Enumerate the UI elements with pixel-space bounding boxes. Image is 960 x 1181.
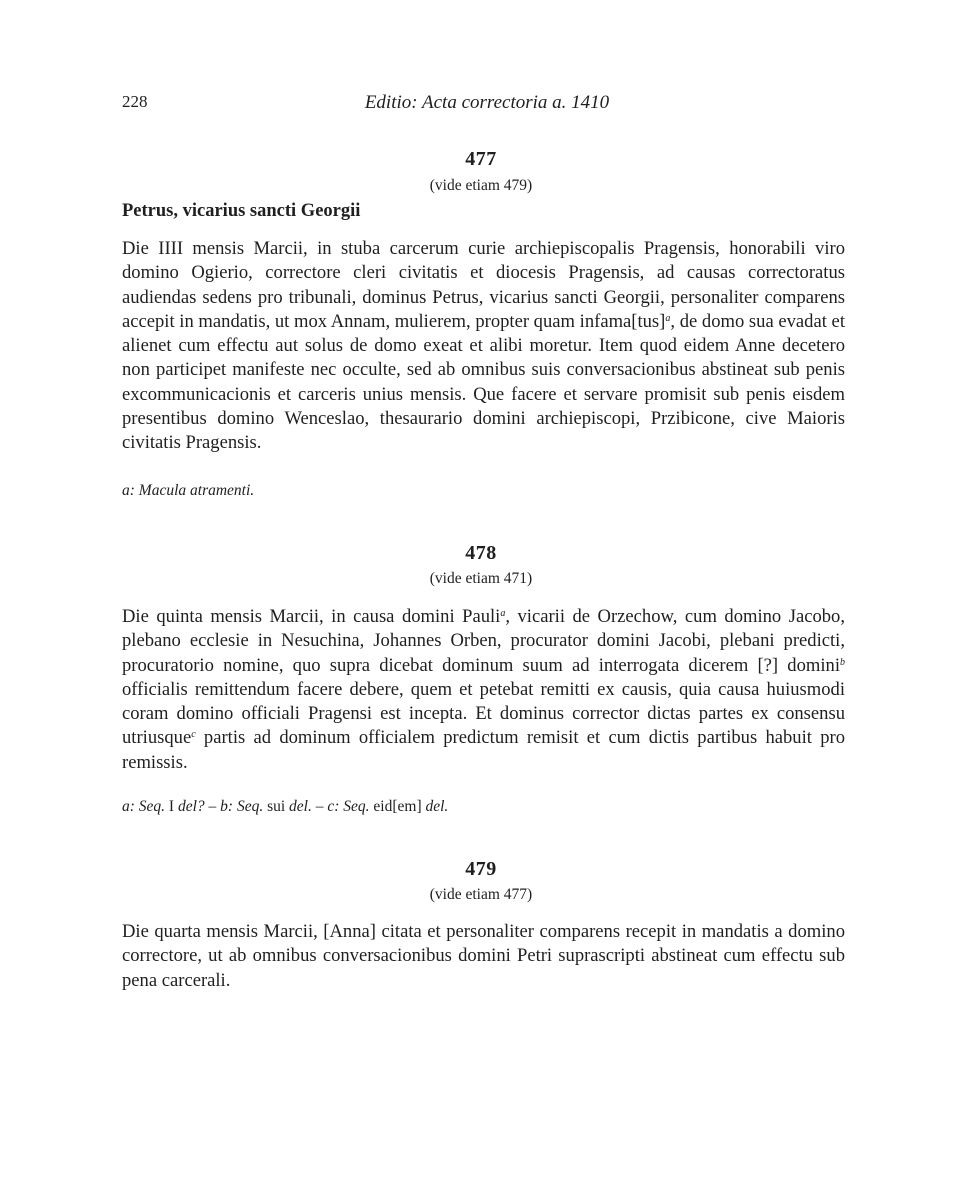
- entry-text-477-part2: , de domo sua evadat et alienet cum effectu aut solus de domo exeat et alibi moretur. Item quod eidem Anne decetero non participet manifeste nec occulte, sed ab omnibus suis conversacionibus abstineat sub penis excommunicacionis et carceris unius mensis. Que facere et servare promisit sub penis eisdem presentibus domino Wenceslao, thesaurario domini archiepiscopi, Przibicone, cive Maioris civitatis Pragensis.: [122, 310, 845, 454]
- footnote-478-a-label: a: Seq.: [122, 798, 166, 815]
- entry-text-478-part4: partis ad dominum officialem predictum remisit et cum dictis partibus habuit pro remissis.: [122, 727, 845, 773]
- entry-text-478: [122, 605, 845, 775]
- entry-vide-478: (vide etiam 471): [429, 570, 533, 587]
- footnote-marker-a: a: [665, 312, 671, 324]
- footnote-478-a-note: del? – b: Seq.: [177, 798, 264, 815]
- footnote-478-b-text: sui: [263, 798, 290, 815]
- footnote-477: a: Macula atramenti.: [122, 482, 255, 499]
- footnote-478-b-note: del. – c: Seq.: [289, 798, 370, 815]
- entry-vide-479: (vide etiam 477): [429, 886, 533, 903]
- footnote-marker-b: b: [840, 656, 845, 668]
- entry-text-477-part1: Die IIII mensis Marcii, in stuba carcerum curie archiepiscopalis Pragensis, honorabili viro domino Ogierio, correctore cleri civitatis et diocesis Pragensis, ad causas correctoratus audiendas sedens pro tribunali, dominus Petrus, vicarius sancti Georgii, personaliter comparens accepit in mandatis, ut mox Annam, mulierem, propter quam infama[tus]: [122, 238, 845, 332]
- entry-text-478-part1: Die quinta mensis Marcii, in causa domini Pauli: [122, 606, 501, 627]
- entry-text-478-part3: officialis remittendum facere debere, quem et petebat remitti ex causis, quia causa huiusmodi coram domino officiali Pragensi est incepta. Et dominus corrector dictas partes ex consensu utriusque: [122, 678, 845, 749]
- footnote-478: [122, 798, 840, 816]
- entry-number-477: 477: [465, 148, 497, 170]
- entry-text-479: Die quarta mensis Marcii, [Anna] citata et personaliter comparens recepit in mandatis a domino correctore, ut ab omnibus conversacionibus domini Petri suprascripti abstineat cum effectu sub pena carcerali.: [122, 921, 845, 991]
- footnote-478-c-text: eid[em]: [369, 798, 426, 815]
- entry-text-478-part2: , vicarii de Orzechow, cum domino Jacobo, plebano ecclesie in Nesuchina, Johannes Orben, procurator domini Jacobi, plebani predicti, procuratorio nomine, quo supra dicebat dominum suum ad interrogata dicerem [?] domini: [122, 606, 846, 676]
- footnote-marker-c: c: [191, 729, 196, 741]
- entry-text-477: [122, 237, 845, 456]
- footnote-478-a-text: I: [165, 798, 178, 815]
- entry-number-478: 478: [465, 542, 497, 564]
- footnote-marker-a: a: [500, 608, 506, 619]
- running-title: Editio: Acta correctoria a. 1410: [364, 92, 610, 113]
- footnote-478-c-note: del.: [425, 798, 449, 815]
- entry-vide-477: (vide etiam 479): [429, 177, 533, 194]
- page-number: 228: [122, 92, 148, 111]
- entry-number-479: 479: [465, 858, 497, 880]
- entry-heading-477: Petrus, vicarius sancti Georgii: [122, 201, 361, 221]
